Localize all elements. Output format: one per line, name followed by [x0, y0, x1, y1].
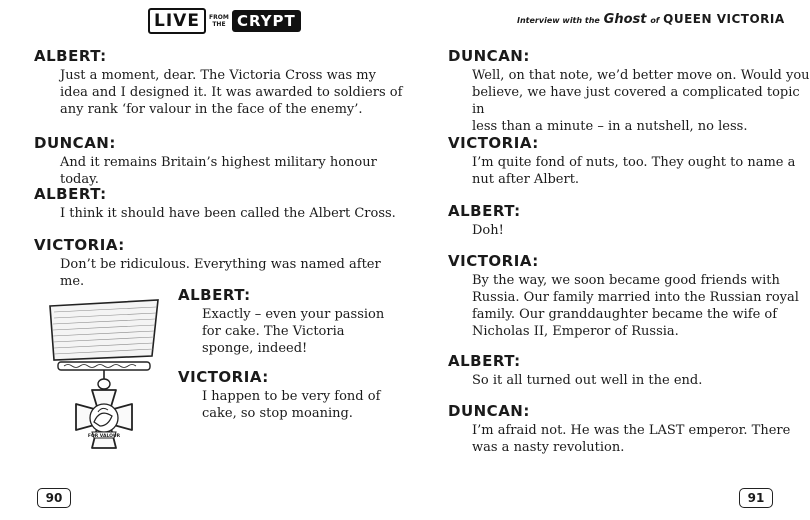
speech-line: Well, on that note, we’d better move on. Would you [472, 68, 810, 83]
speaker-duncan: DUNCAN: [448, 402, 530, 420]
victoria-cross-medal-illustration [40, 298, 170, 478]
speech-line: idea and I designed it. It was awarded to soldiers of [60, 85, 403, 100]
logo-crypt: CRYPT [232, 10, 301, 32]
speech [472, 154, 795, 188]
speech-line: Exactly – even your passion [202, 307, 385, 322]
running-header-small: Interview with the [517, 16, 600, 25]
speech-line: I’m quite fond of nuts, too. They ought to name a [472, 155, 796, 170]
speech-line: was a nasty revolution. [472, 440, 625, 455]
speech-line: Russia. Our family married into the Russian royal [472, 290, 799, 305]
speech [60, 256, 405, 290]
speech [202, 388, 380, 422]
speech [60, 205, 396, 222]
page-number-left: 90 [37, 488, 71, 508]
speech [472, 67, 810, 135]
speech-line: believe, we have just covered a complicated topic in [472, 85, 800, 117]
speech-line: cake, so stop moaning. [202, 406, 353, 421]
speech-line: for cake. The Victoria [202, 324, 345, 339]
speech-line: I happen to be very fond of [202, 389, 381, 404]
speech [472, 372, 702, 389]
speech-line: Don’t be ridiculous. Everything was named after me. [60, 257, 381, 289]
speech-line: I think it should have been called the Albert Cross. [60, 206, 396, 221]
speech [472, 422, 790, 456]
running-header-ghost: Ghost [603, 12, 647, 27]
speech-line: Doh! [472, 223, 504, 238]
speaker-victoria: VICTORIA: [178, 368, 269, 386]
speech-line: nut after Albert. [472, 172, 580, 187]
speech-line: any rank ‘for valour in the face of the enemy’. [60, 102, 363, 117]
speech [60, 154, 405, 188]
speaker-albert: ALBERT: [34, 185, 107, 203]
live-from-the-crypt-logo [148, 8, 301, 34]
speaker-duncan: DUNCAN: [34, 134, 116, 152]
medal-inscription: FOR VALOUR [87, 434, 121, 439]
running-header-queen: QUEEN VICTORIA [663, 12, 785, 26]
running-header [517, 12, 785, 27]
logo-from: FROM THE [209, 14, 229, 28]
page-number-right: 91 [739, 488, 773, 508]
speech-line: And it remains Britain’s highest military honour today. [60, 155, 377, 187]
speaker-albert: ALBERT: [448, 202, 521, 220]
speech [472, 222, 504, 239]
speech-line: I’m afraid not. He was the LAST emperor. There [472, 423, 791, 438]
speech-line: less than a minute – in a nutshell, no less. [472, 119, 748, 134]
speech [60, 67, 402, 118]
speech-line: Nicholas II, Emperor of Russia. [472, 324, 679, 339]
speaker-albert: ALBERT: [34, 47, 107, 65]
speaker-albert: ALBERT: [448, 352, 521, 370]
speech-line: By the way, we soon became good friends with [472, 273, 780, 288]
speech [202, 306, 384, 357]
right-page [405, 0, 810, 520]
speaker-duncan: DUNCAN: [448, 47, 530, 65]
speech-line: So it all turned out well in the end. [472, 373, 703, 388]
speaker-victoria: VICTORIA: [34, 236, 125, 254]
logo-live: LIVE [148, 8, 206, 34]
speaker-victoria: VICTORIA: [448, 252, 539, 270]
speech-line: family. Our granddaughter became the wife of [472, 307, 778, 322]
speech-line: Just a moment, dear. The Victoria Cross was my [60, 68, 376, 83]
speech-line: sponge, indeed! [202, 341, 308, 356]
running-header-of: of [650, 16, 660, 25]
speech [472, 272, 799, 340]
speaker-victoria: VICTORIA: [448, 134, 539, 152]
speaker-albert: ALBERT: [178, 286, 251, 304]
